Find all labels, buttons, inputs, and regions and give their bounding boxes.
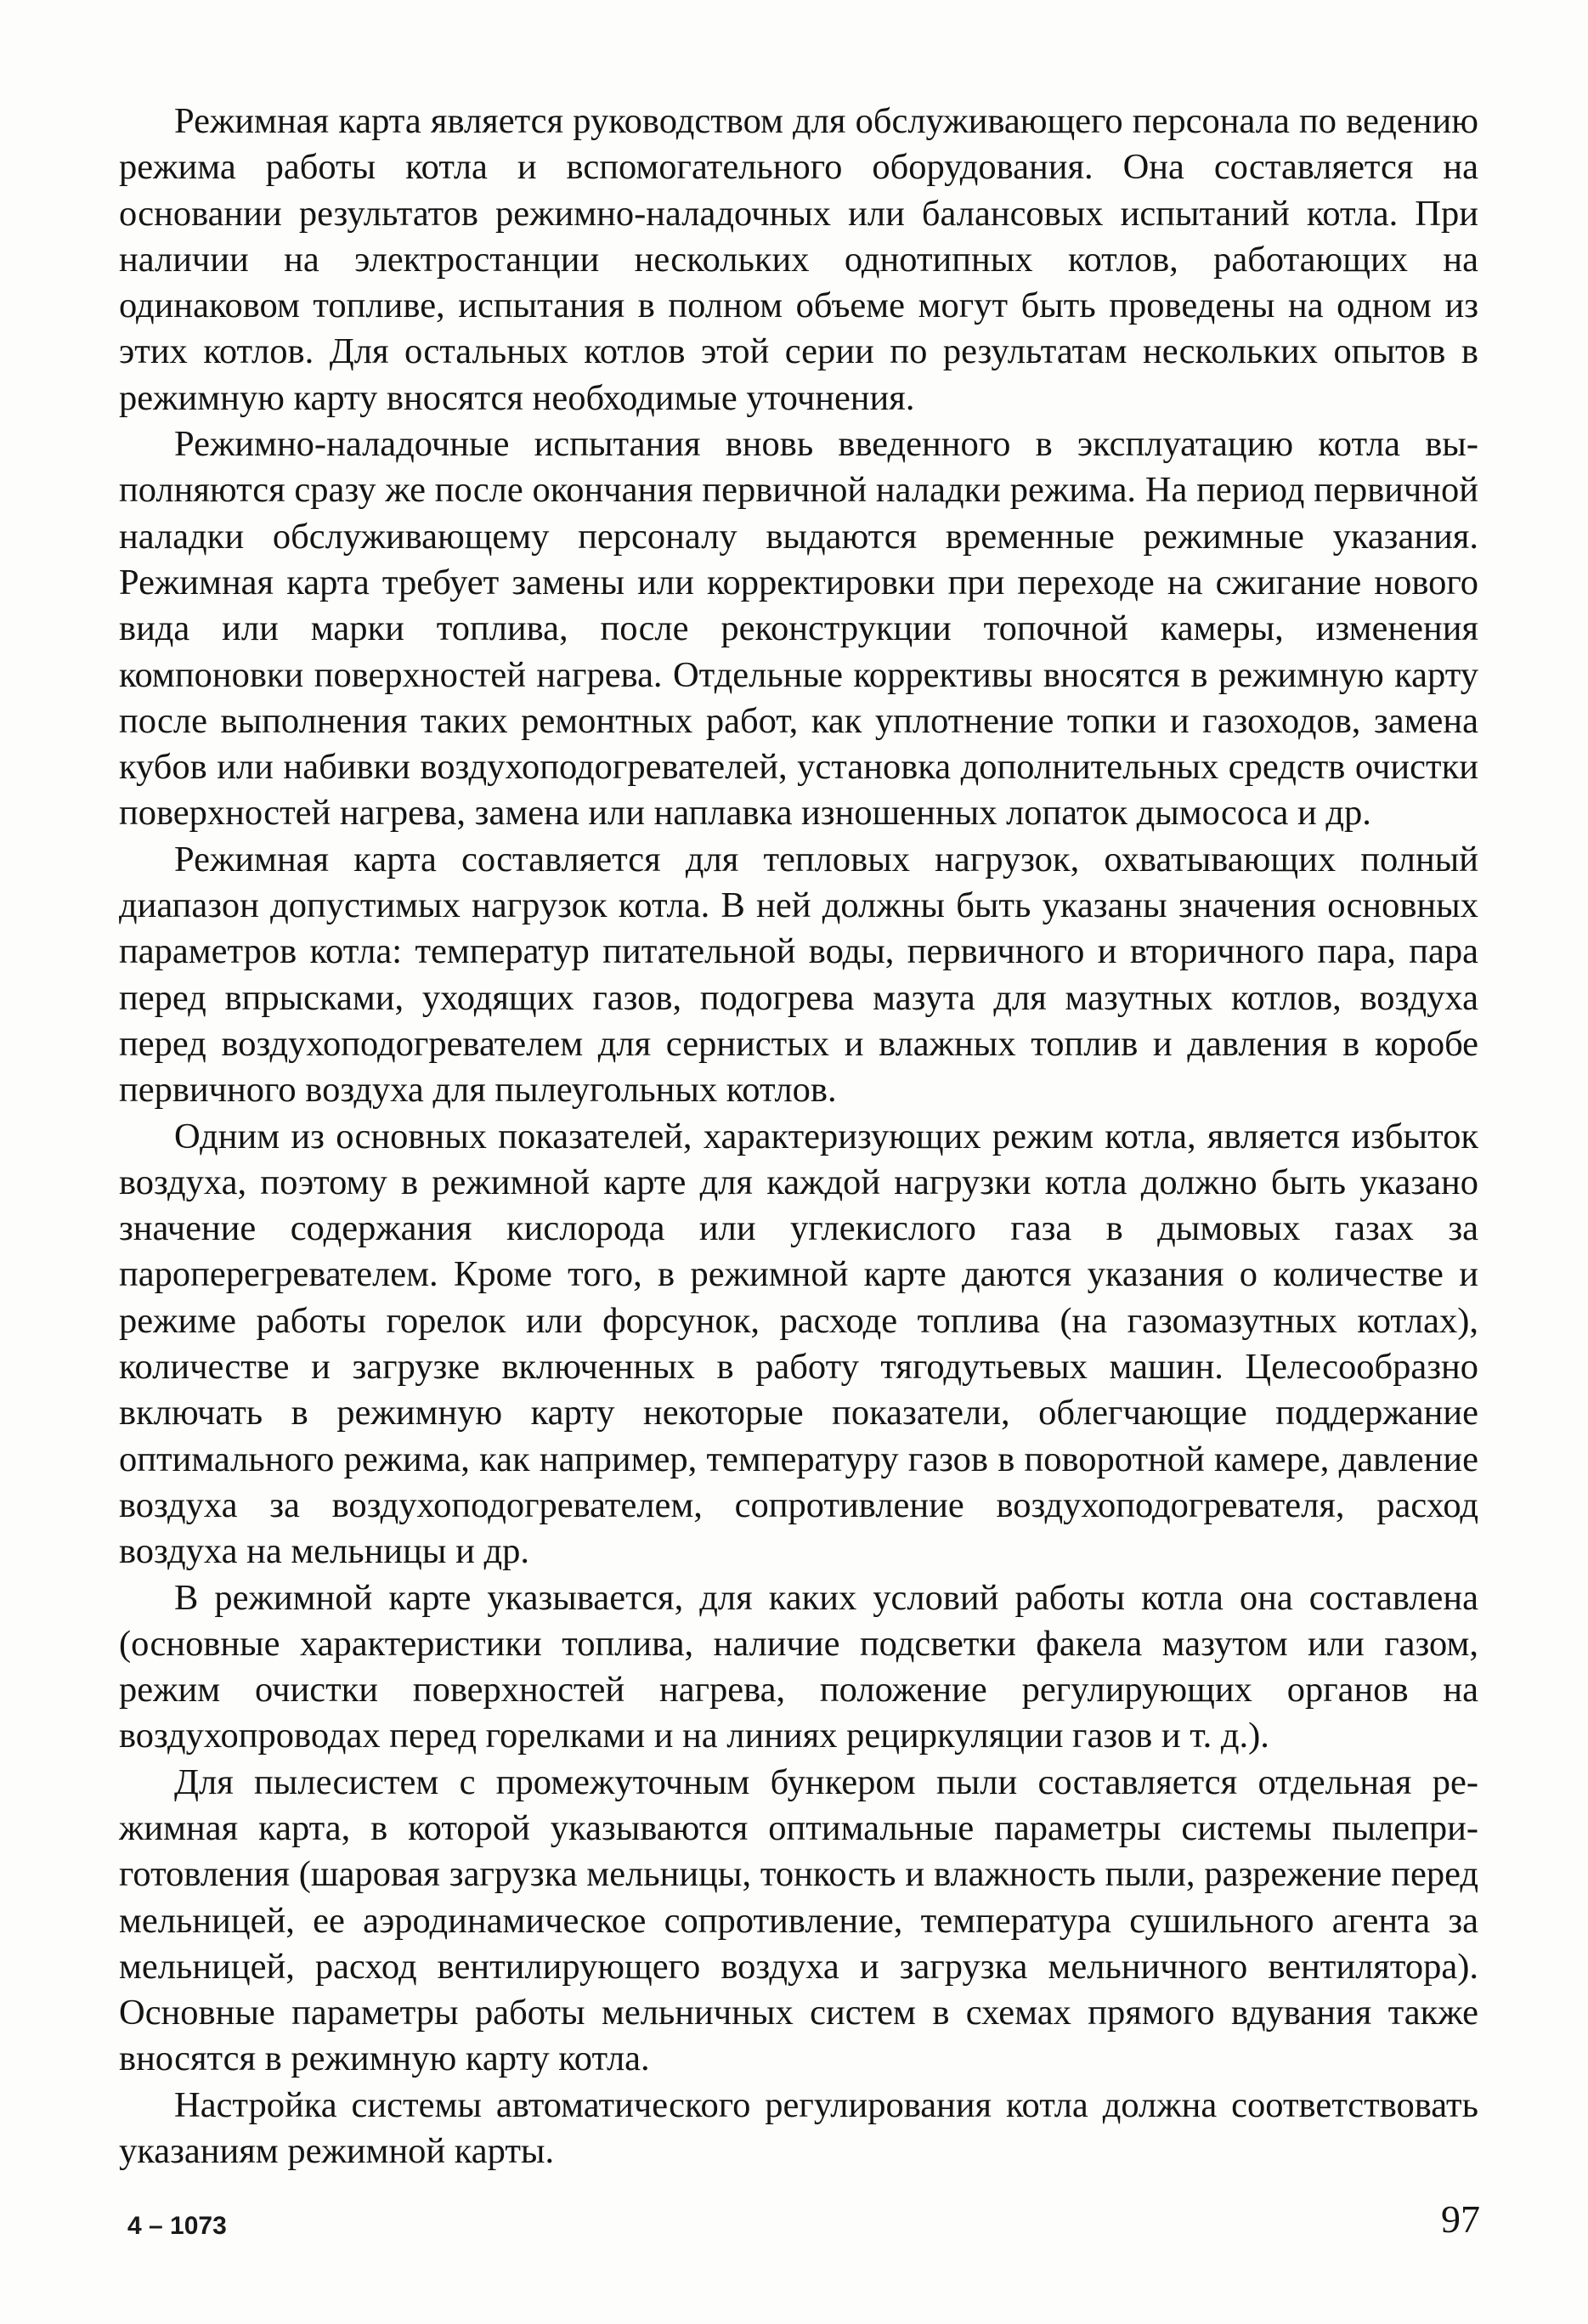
body-text (119, 99, 1478, 2174)
page-number: 97 (1441, 2197, 1480, 2241)
paragraph-4: Одним из основных показателей, характеризующих режим котла, является избыток воздуха, поэтому в режимной карте для каждой нагрузки котла должно быть указано значение содержания кислорода или углекислого газа в дымовых газах за пароперегревателем. Кроме того, в режимной карте даются указания о количестве и режиме работы горелок или форсунок, расходе топлива (на газомазутных котлах), количестве и загрузке включенных в работу тягодутьевых машин. Целесообразно включать в режимную карту некоторые показатели, облегчающие поддержание оптимального режима, как например, температуру газов в поворотной камере, давление воздуха за воздухоподогревателем, сопротивление воздухоподогревателя, расход воздуха на мельницы и др. (119, 1116, 1478, 1572)
paragraph-1: Режимная карта является руководством для обслуживающего персонала по ведению режима работы котла и вспомогательного оборудования. Она составляется на основании результатов режимно-наладочных или балансовых испытаний котла. При наличии на электростанции нескольких однотипных котлов, работающих на одинаковом топливе, испытания в полном объеме могут быть проведены на одном из этих котлов. Для остальных котлов этой серии по результатам нескольких опытов в режимную карту вносятся необходимые уточнения. (119, 101, 1478, 418)
printer-signature-mark: 4 – 1073 (127, 2212, 227, 2240)
paragraph-5: В режимной карте указывается, для каких условий работы котла она составлена (основные характеристики топлива, наличие подсветки факела мазутом или газом, режим очистки поверхностей нагрева, положение регулирующих органов на воздухопроводах перед горелками и на линиях рециркуляции газов и т. д.). (119, 1577, 1478, 1756)
paragraph-3: Режимная карта составляется для тепловых нагрузок, охватывающих полный диапазон допустимых нагрузок котла. В ней должны быть указаны значения основных параметров котла: температур питательной воды, первичного и вторичного пара, пара перед впрысками, уходящих газов, подогрева мазута для мазутных котлов, воздуха перед воздухоподогревателем для сернистых и влажных топлив и давления в коробе первичного воздуха для пылеугольных котлов. (119, 839, 1478, 1111)
paragraph-6: Для пылесистем с промежуточным бункером пыли составляется отдельная режимная карта, в которой указываются оптимальные параметры системы пылеприготовления (шаровая загрузка мельницы, тонкость и влажность пыли, разрежение перед мельницей, ее аэродинамическое сопротивление, температура сушильного агента за мельницей, расход вентилирующего воздуха и загрузка мельничного вентилятора). Основные параметры работы мельничных систем в схемах прямого вдувания также вносятся в режимную карту котла. (119, 1761, 1478, 2079)
paragraph-2: Режимно-наладочные испытания вновь введенного в эксплуатацию котла выполняются сразу же после окончания первичной наладки режима. На период первичной наладки обслуживающему персоналу выдаются временные режимные указания. Режимная карта требует замены или корректировки при переходе на сжигание нового вида или марки топлива, после реконструкции топочной камеры, изменения компоновки поверхностей нагрева. Отдельные коррективы вносятся в режимную карту после выполнения таких ремонтных работ, как уплотнение топки и газоходов, замена кубов или набивки воздухоподогревателей, установка дополнительных средств очистки поверхностей нагрева, замена или наплавка изношенных лопаток дымососа и др. (119, 424, 1478, 834)
paragraph-7: Настройка системы автоматического регулирования котла должна соответствовать указаниям режимной карты. (119, 2084, 1478, 2172)
